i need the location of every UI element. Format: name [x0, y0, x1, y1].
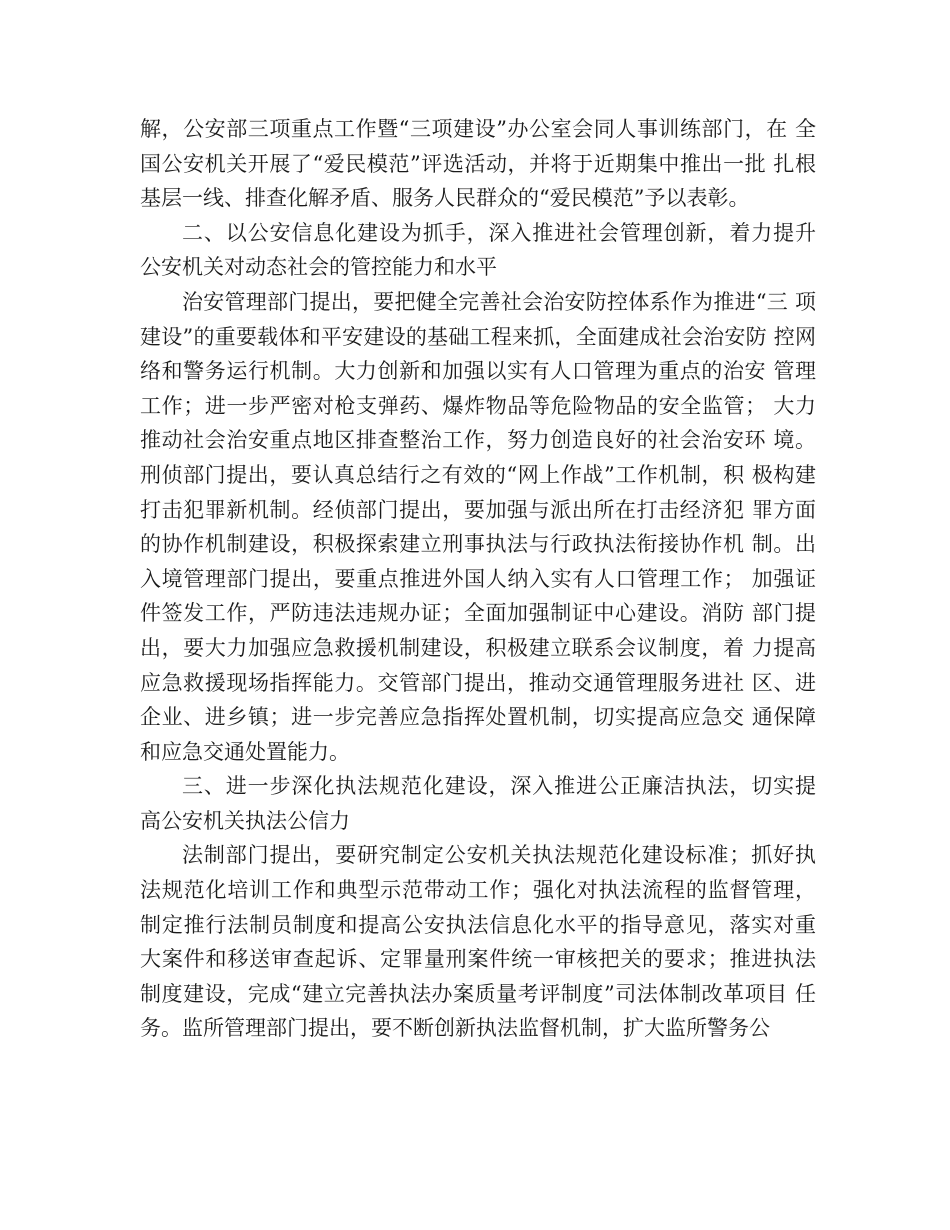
text-line: 极构建打击犯罪新机制。经侦部门提出，要加强与派出所在打击经济犯: [140, 462, 816, 522]
text-line: 扎根基层一线、排查化解矛盾、服务人民群众的“爱民模范”予以表彰。: [140, 151, 816, 211]
text-line: 大力推动社会治安重点地区排查整治工作，努力创造良好的社会治安环: [140, 393, 817, 453]
text-line: 境。刑侦部门提出，要认真总结行之有效的“网上作战”工作机制，积: [140, 428, 817, 487]
text-line: 力提高应急救援现场指挥能力。交管部门提出，推动交通管理服务进社: [140, 635, 817, 695]
text-line: 法制部门提出，要研究制定公安机关执法规范化建设标准；抓好执: [182, 843, 816, 868]
text-line: 治安管理部门提出，要把健全完善社会治安防控体系作为推进“三: [182, 289, 789, 314]
text-line: 公安机关对动态社会的管控能力和水平: [140, 255, 497, 280]
text-line: 全国公安机关开展了“爱民模范”评选活动，并将于近期集中推出一批: [140, 117, 816, 176]
text-line: 通保障和应急交通处置能力。: [140, 705, 817, 764]
paragraph-public-security: [140, 285, 816, 769]
document-page: [140, 112, 816, 1046]
paragraph-continuation: [140, 112, 816, 216]
text-line: 高公安机关执法公信力: [140, 808, 350, 833]
text-line: 法规范化培训工作和典型示范带动工作；强化对执法流程的监督管理，: [140, 878, 816, 903]
section-heading-3: [140, 769, 816, 838]
text-line: 加强证件签发工作，严防违法违规办证；全面加强制证中心建设。消防: [140, 566, 817, 626]
text-line: 制度建设，完成“建立完善执法办案质量考评制度”司法体制改革项目: [140, 981, 788, 1006]
text-line: 罪方面的协作机制建设，积极探索建立刑事执法与行政执法衔接协作机: [140, 497, 817, 557]
text-line: 大案件和移送审查起诉、定罪量刑案件统一审核把关的要求；推进执法: [140, 947, 816, 972]
text-line: 解，公安部三项重点工作暨“三项建设”办公室会同人事训练部门，在: [140, 117, 788, 141]
text-line: 管理工作；进一步严密对枪支弹药、爆炸物品等危险物品的安全监管；: [140, 359, 817, 418]
text-line: 任务。监所管理部门提出，要不断创新执法监督机制，扩大监所警务公: [140, 981, 816, 1041]
text-line: 区、进企业、进乡镇；进一步完善应急指挥处置机制，切实提高应急交: [140, 670, 817, 730]
text-line: 制。出入境管理部门提出，要重点推进外国人纳入实有人口管理工作；: [140, 532, 817, 591]
paragraph-legal: [140, 838, 816, 1046]
text-line: 三、进一步深化执法规范化建设，深入推进公正廉洁执法，切实提: [182, 774, 816, 799]
text-line: 制定推行法制员制度和提高公安执法信息化水平的指导意见，落实对重: [140, 912, 816, 937]
text-line: 项建设”的重要载体和平安建设的基础工程来抓，全面建成社会治安防: [140, 289, 816, 349]
text-line: 控网络和警务运行机制。大力创新和加强以实有人口管理为重点的治安: [140, 324, 817, 384]
text-line: 部门提出，要大力加强应急救援机制建设，积极建立联系会议制度，着: [140, 601, 817, 660]
section-heading-2: [140, 216, 816, 285]
text-line: 二、以公安信息化建设为抓手，深入推进社会管理创新，着力提升: [182, 220, 816, 245]
